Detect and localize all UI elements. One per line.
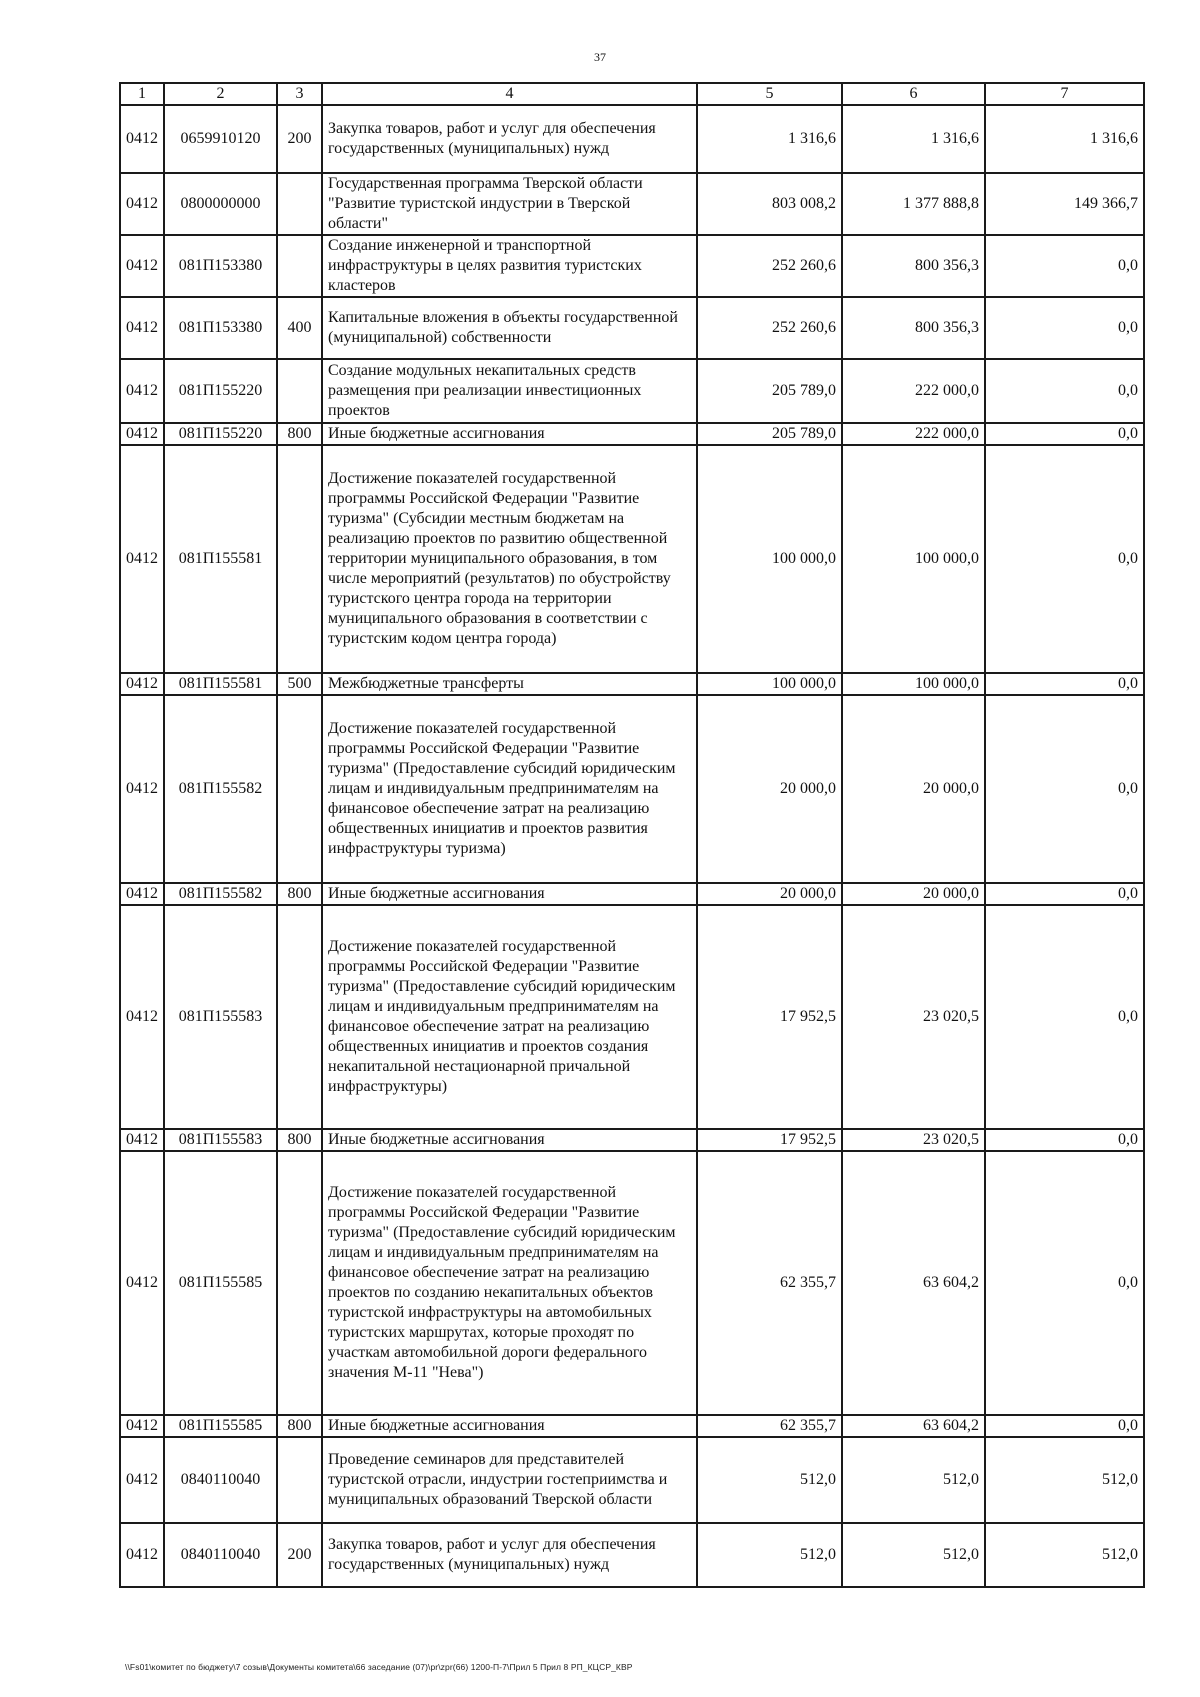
cell-target-article: 081П155582 — [164, 883, 277, 905]
cell-target-article: 081П155581 — [164, 445, 277, 673]
cell-target-article: 081П155582 — [164, 695, 277, 883]
table-row — [120, 1151, 1144, 1415]
cell-target-article: 081П153380 — [164, 235, 277, 297]
cell-amount-col7: 0,0 — [985, 1415, 1144, 1437]
cell-description: Закупка товаров, работ и услуг для обеспечения государственных (муниципальных) нужд — [322, 105, 697, 173]
cell-target-article: 0800000000 — [164, 173, 277, 235]
cell-target-article: 081П155583 — [164, 905, 277, 1129]
cell-section-code: 0412 — [120, 905, 164, 1129]
cell-section-code: 0412 — [120, 1415, 164, 1437]
cell-description: Межбюджетные трансферты — [322, 673, 697, 695]
table-row — [120, 1415, 1144, 1437]
cell-description: Создание модульных некапитальных средств размещения при реализации инвестиционных проектов — [322, 359, 697, 423]
cell-description: Иные бюджетные ассигнования — [322, 1415, 697, 1437]
cell-target-article: 081П155583 — [164, 1129, 277, 1151]
cell-amount-col5: 205 789,0 — [697, 359, 842, 423]
cell-amount-col5: 252 260,6 — [697, 297, 842, 359]
cell-target-article: 081П155581 — [164, 673, 277, 695]
header-col-1: 1 — [120, 83, 164, 105]
cell-description: Иные бюджетные ассигнования — [322, 883, 697, 905]
cell-amount-col5: 62 355,7 — [697, 1151, 842, 1415]
header-col-2: 2 — [164, 83, 277, 105]
cell-amount-col5: 17 952,5 — [697, 905, 842, 1129]
cell-description: Достижение показателей государственной программы Российской Федерации "Развитие туризма" (Предоставление субсидий юридическим лицам и индивидуальным предпринимателям на финансовое обеспечение затрат на реализацию проектов по созданию некапитальных объектов туристской инфраструктуры на автомобильных туристских маршрутах, которые проходят по участкам автомобильной дороги федерального значения М-11 "Нева") — [322, 1151, 697, 1415]
cell-description: Достижение показателей государственной программы Российской Федерации "Развитие туризма" (Предоставление субсидий юридическим лицам и индивидуальным предпринимателям на финансовое обеспечение затрат на реализацию общественных инициатив и проектов развития инфраструктуры туризма) — [322, 695, 697, 883]
header-col-4: 4 — [322, 83, 697, 105]
cell-section-code: 0412 — [120, 1151, 164, 1415]
table-row — [120, 297, 1144, 359]
cell-amount-col7: 512,0 — [985, 1437, 1144, 1523]
cell-section-code: 0412 — [120, 883, 164, 905]
cell-amount-col6: 20 000,0 — [842, 883, 985, 905]
cell-amount-col7: 0,0 — [985, 235, 1144, 297]
table-row — [120, 105, 1144, 173]
cell-amount-col6: 1 377 888,8 — [842, 173, 985, 235]
cell-target-article: 081П155585 — [164, 1415, 277, 1437]
cell-section-code: 0412 — [120, 105, 164, 173]
cell-description: Создание инженерной и транспортной инфраструктуры в целях развития туристских кластеров — [322, 235, 697, 297]
cell-expense-type: 800 — [277, 1415, 322, 1437]
cell-amount-col5: 20 000,0 — [697, 695, 842, 883]
cell-amount-col6: 222 000,0 — [842, 359, 985, 423]
table-row — [120, 1437, 1144, 1523]
cell-description: Иные бюджетные ассигнования — [322, 423, 697, 445]
cell-expense-type — [277, 905, 322, 1129]
cell-target-article: 081П153380 — [164, 297, 277, 359]
cell-expense-type — [277, 1437, 322, 1523]
cell-section-code: 0412 — [120, 423, 164, 445]
cell-amount-col7: 0,0 — [985, 1129, 1144, 1151]
cell-amount-col5: 20 000,0 — [697, 883, 842, 905]
cell-amount-col6: 800 356,3 — [842, 235, 985, 297]
cell-amount-col5: 62 355,7 — [697, 1415, 842, 1437]
cell-section-code: 0412 — [120, 1129, 164, 1151]
cell-section-code: 0412 — [120, 445, 164, 673]
table-row — [120, 905, 1144, 1129]
cell-expense-type: 200 — [277, 1523, 322, 1587]
header-row — [120, 83, 1144, 105]
cell-expense-type: 800 — [277, 883, 322, 905]
footer-file-path: \\Fs01\комитет по бюджету\7 созыв\Документы комитета\66 заседание (07)\pr\zpr(66) 1200-П-7\Прил 5 Прил 8 РП_КЦСР_КВР — [125, 1662, 633, 1672]
cell-amount-col5: 803 008,2 — [697, 173, 842, 235]
cell-description: Закупка товаров, работ и услуг для обеспечения государственных (муниципальных) нужд — [322, 1523, 697, 1587]
cell-amount-col7: 0,0 — [985, 1151, 1144, 1415]
cell-section-code: 0412 — [120, 1437, 164, 1523]
cell-amount-col6: 100 000,0 — [842, 673, 985, 695]
cell-amount-col5: 252 260,6 — [697, 235, 842, 297]
cell-amount-col5: 512,0 — [697, 1523, 842, 1587]
table-row — [120, 1523, 1144, 1587]
cell-amount-col6: 512,0 — [842, 1523, 985, 1587]
cell-amount-col7: 0,0 — [985, 359, 1144, 423]
cell-amount-col6: 222 000,0 — [842, 423, 985, 445]
cell-section-code: 0412 — [120, 1523, 164, 1587]
cell-amount-col5: 100 000,0 — [697, 445, 842, 673]
table-row — [120, 235, 1144, 297]
cell-target-article: 0840110040 — [164, 1523, 277, 1587]
cell-amount-col5: 100 000,0 — [697, 673, 842, 695]
cell-amount-col5: 17 952,5 — [697, 1129, 842, 1151]
cell-target-article: 081П155220 — [164, 423, 277, 445]
cell-target-article: 0659910120 — [164, 105, 277, 173]
cell-expense-type — [277, 173, 322, 235]
cell-section-code: 0412 — [120, 297, 164, 359]
cell-amount-col6: 63 604,2 — [842, 1151, 985, 1415]
cell-section-code: 0412 — [120, 173, 164, 235]
cell-expense-type: 200 — [277, 105, 322, 173]
cell-target-article: 081П155220 — [164, 359, 277, 423]
header-col-3: 3 — [277, 83, 322, 105]
cell-amount-col7: 1 316,6 — [985, 105, 1144, 173]
cell-description: Иные бюджетные ассигнования — [322, 1129, 697, 1151]
table-row — [120, 1129, 1144, 1151]
cell-amount-col7: 0,0 — [985, 905, 1144, 1129]
cell-expense-type — [277, 695, 322, 883]
cell-amount-col6: 1 316,6 — [842, 105, 985, 173]
table-row — [120, 883, 1144, 905]
table-row — [120, 695, 1144, 883]
budget-table — [119, 82, 1145, 1588]
table-row — [120, 359, 1144, 423]
cell-amount-col6: 100 000,0 — [842, 445, 985, 673]
cell-amount-col7: 0,0 — [985, 423, 1144, 445]
cell-section-code: 0412 — [120, 359, 164, 423]
cell-target-article: 081П155585 — [164, 1151, 277, 1415]
table-body — [120, 105, 1144, 1587]
cell-description: Капитальные вложения в объекты государственной (муниципальной) собственности — [322, 297, 697, 359]
cell-expense-type — [277, 445, 322, 673]
cell-description: Проведение семинаров для представителей туристской отрасли, индустрии гостеприимства и муниципальных образований Тверской области — [322, 1437, 697, 1523]
header-col-5: 5 — [697, 83, 842, 105]
cell-description: Достижение показателей государственной программы Российской Федерации "Развитие туризма" (Субсидии местным бюджетам на реализацию проектов по развитию общественной территории муниципального образования, в том числе мероприятий (результатов) по обустройству туристского центра города на территории муниципального образования в соответствии с туристским кодом центра города) — [322, 445, 697, 673]
cell-amount-col6: 63 604,2 — [842, 1415, 985, 1437]
cell-amount-col7: 0,0 — [985, 883, 1144, 905]
cell-amount-col5: 1 316,6 — [697, 105, 842, 173]
cell-amount-col7: 0,0 — [985, 695, 1144, 883]
cell-amount-col5: 512,0 — [697, 1437, 842, 1523]
cell-description: Достижение показателей государственной программы Российской Федерации "Развитие туризма" (Предоставление субсидий юридическим лицам и индивидуальным предпринимателям на финансовое обеспечение затрат на реализацию общественных инициатив и проектов создания некапитальной нестационарной причальной инфраструктуры) — [322, 905, 697, 1129]
cell-section-code: 0412 — [120, 235, 164, 297]
cell-amount-col6: 20 000,0 — [842, 695, 985, 883]
cell-amount-col7: 0,0 — [985, 297, 1144, 359]
cell-amount-col6: 800 356,3 — [842, 297, 985, 359]
cell-amount-col5: 205 789,0 — [697, 423, 842, 445]
cell-description: Государственная программа Тверской области "Развитие туристской индустрии в Тверской области" — [322, 173, 697, 235]
cell-amount-col7: 512,0 — [985, 1523, 1144, 1587]
cell-expense-type — [277, 235, 322, 297]
table-row — [120, 423, 1144, 445]
cell-expense-type: 500 — [277, 673, 322, 695]
cell-expense-type — [277, 359, 322, 423]
table-row — [120, 445, 1144, 673]
header-col-6: 6 — [842, 83, 985, 105]
cell-amount-col7: 149 366,7 — [985, 173, 1144, 235]
cell-section-code: 0412 — [120, 695, 164, 883]
cell-expense-type: 400 — [277, 297, 322, 359]
cell-section-code: 0412 — [120, 673, 164, 695]
table-row — [120, 673, 1144, 695]
cell-amount-col7: 0,0 — [985, 673, 1144, 695]
cell-amount-col6: 512,0 — [842, 1437, 985, 1523]
page-number: 37 — [594, 50, 606, 64]
cell-expense-type: 800 — [277, 423, 322, 445]
cell-amount-col6: 23 020,5 — [842, 1129, 985, 1151]
header-col-7: 7 — [985, 83, 1144, 105]
cell-expense-type: 800 — [277, 1129, 322, 1151]
cell-amount-col7: 0,0 — [985, 445, 1144, 673]
cell-expense-type — [277, 1151, 322, 1415]
cell-target-article: 0840110040 — [164, 1437, 277, 1523]
table-row — [120, 173, 1144, 235]
cell-amount-col6: 23 020,5 — [842, 905, 985, 1129]
